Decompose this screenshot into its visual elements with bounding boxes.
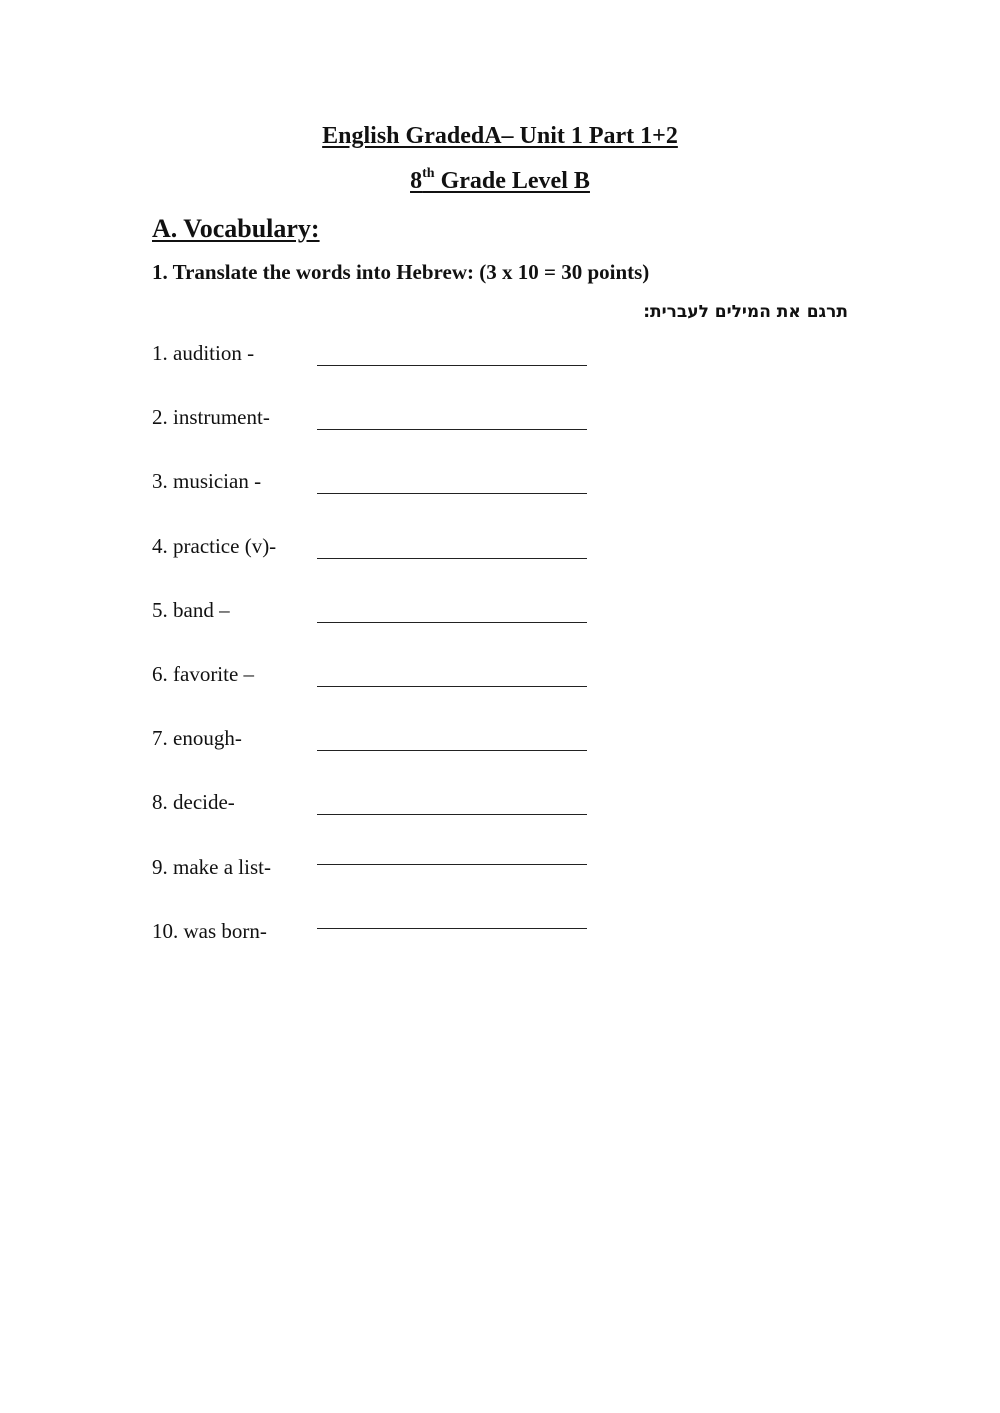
vocabulary-word: 7. enough- [152, 726, 242, 751]
vocabulary-word: 1. audition - [152, 341, 255, 365]
vocabulary-word: 2. instrument- [152, 405, 270, 430]
worksheet-title-text: English GradedA– Unit 1 Part 1+2 [322, 123, 678, 149]
vocabulary-word: 5. band – [152, 597, 230, 622]
worksheet-title [0, 122, 1000, 150]
section-heading: A. Vocabulary: [152, 214, 320, 243]
answer-blank-line[interactable] [317, 864, 587, 865]
answer-blank-line[interactable] [317, 493, 587, 494]
vocabulary-item [152, 918, 652, 982]
instruction-text: 1. Translate the words into Hebrew: (3 x 10 = 30 points) [152, 260, 650, 284]
hebrew-instruction: תרגם את המילים לעברית: [643, 302, 848, 322]
vocabulary-word: 4. practice (v)- [152, 533, 277, 558]
vocabulary-word: 10. was born- [152, 918, 267, 943]
grade-level-rest: Grade Level B [434, 168, 590, 194]
grade-level-text [410, 168, 590, 194]
answer-blank-line[interactable] [317, 750, 587, 751]
vocabulary-item [152, 661, 652, 725]
vocabulary-item [152, 404, 652, 468]
vocabulary-word: 9. make a list- [152, 854, 271, 879]
vocabulary-item [152, 533, 652, 597]
answer-blank-line[interactable] [317, 928, 587, 929]
vocabulary-list [152, 340, 652, 982]
vocabulary-word: 6. favorite – [152, 661, 255, 686]
vocabulary-item [152, 789, 652, 853]
grade-level-title [0, 167, 1000, 195]
vocabulary-item [152, 468, 652, 532]
answer-blank-line[interactable] [317, 429, 587, 430]
vocabulary-item [152, 597, 652, 661]
vocabulary-item [152, 854, 652, 918]
vocabulary-item [152, 340, 652, 404]
vocabulary-word: 8. decide- [152, 790, 235, 815]
grade-ordinal-suffix: th [422, 166, 435, 181]
answer-blank-line[interactable] [317, 622, 587, 623]
answer-blank-line[interactable] [317, 686, 587, 687]
answer-blank-line[interactable] [317, 365, 587, 366]
vocabulary-word: 3. musician - [152, 469, 262, 494]
vocabulary-item [152, 725, 652, 789]
answer-blank-line[interactable] [317, 814, 587, 815]
grade-number: 8 [410, 168, 423, 194]
answer-blank-line[interactable] [317, 558, 587, 559]
